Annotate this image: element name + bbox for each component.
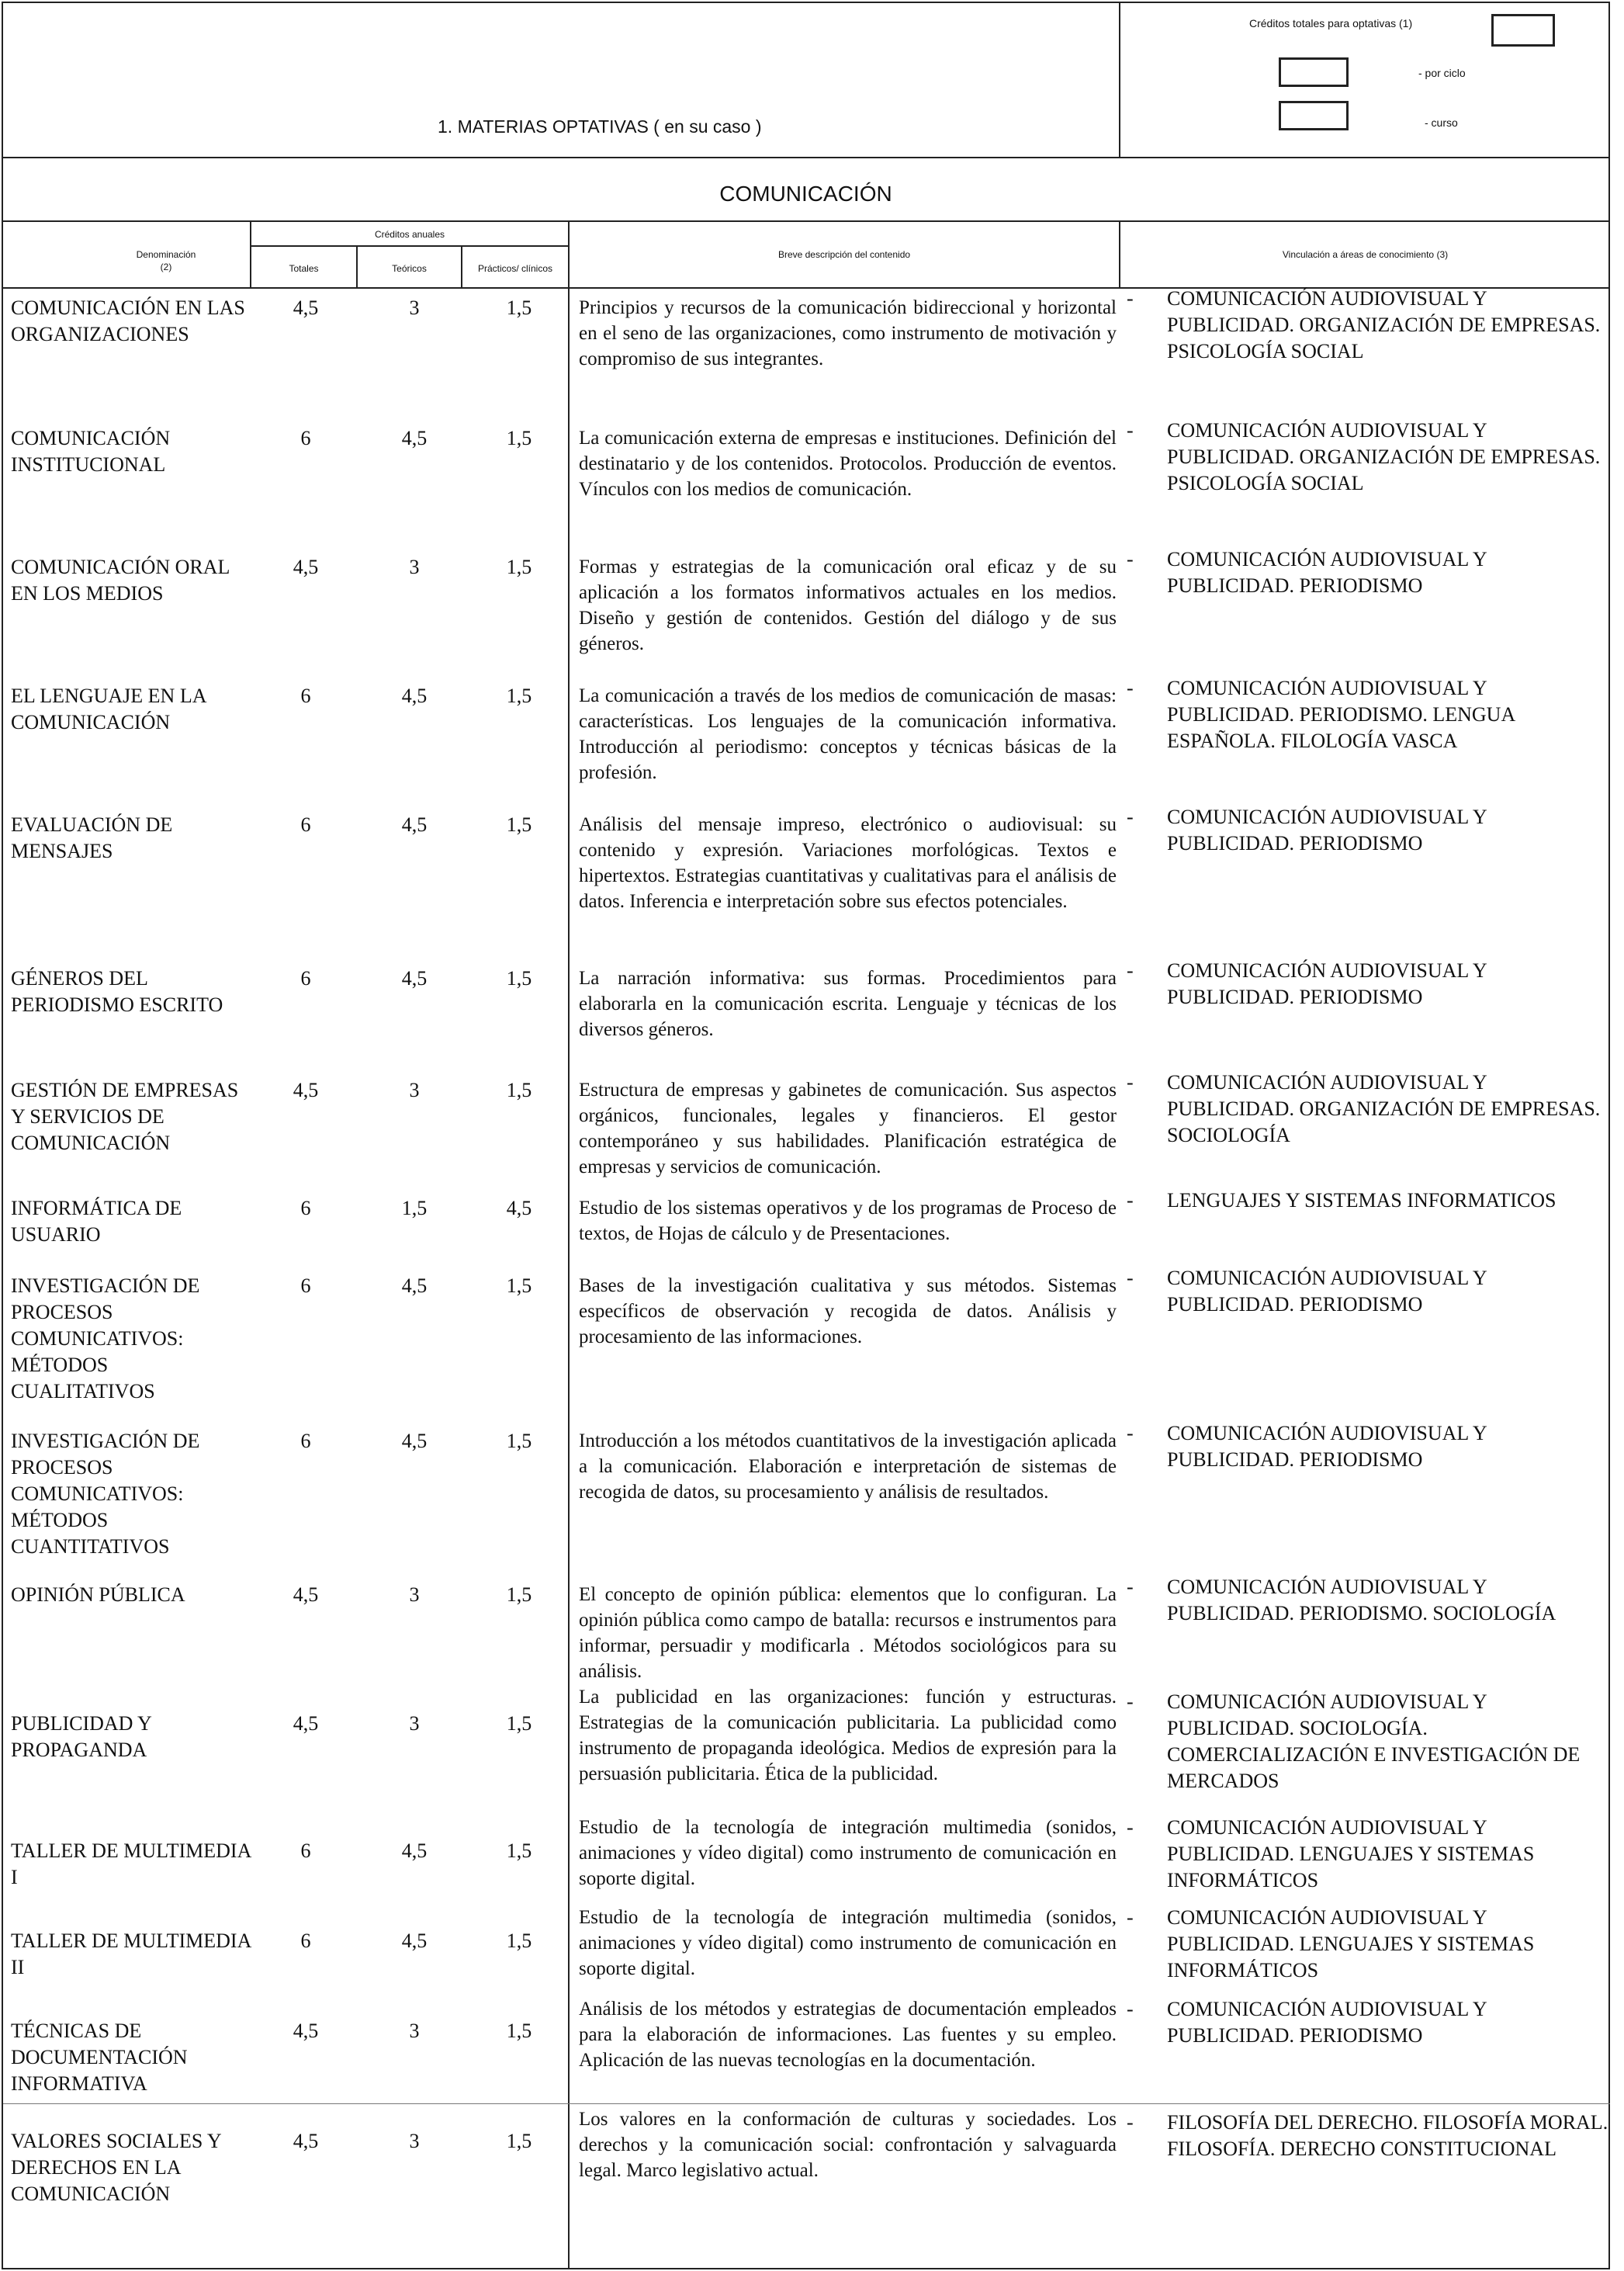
row-dash: - bbox=[1127, 677, 1134, 699]
header-denominacion-note: (2) bbox=[160, 262, 172, 272]
row-teoricos: 4,5 bbox=[401, 1929, 428, 1952]
row-denominacion: TÉCNICAS DE DOCUMENTACIÓN INFORMATIVA bbox=[11, 2020, 188, 2095]
row-teoricos: 3 bbox=[409, 1712, 420, 1735]
row-teoricos: 4,5 bbox=[401, 685, 428, 707]
row-denominacion: TALLER DE MULTIMEDIA II bbox=[11, 1929, 251, 1978]
row-practicos: 1,5 bbox=[506, 685, 532, 707]
row-practicos: 4,5 bbox=[506, 1197, 532, 1219]
row-teoricos: 3 bbox=[409, 2130, 420, 2152]
row-denominacion: VALORES SOCIALES Y DERECHOS EN LA COMUNICACIÓN bbox=[11, 2130, 221, 2205]
row-descripcion: Análisis del mensaje impreso, electrónico o audiovisual: su contenido y expresión. Variaciones morfológicas. Textos e hipertextos. Estrategias cuantitativas y cualitativas para el análisis de datos. Inferencia e interpretación sobre sus efectos potenciales. bbox=[579, 814, 1117, 912]
row-dash: - bbox=[1127, 1998, 1134, 2020]
row-dash: - bbox=[1127, 1816, 1134, 1839]
row-totales: 6 bbox=[300, 1929, 311, 1952]
col-separator-credits bbox=[568, 222, 570, 2269]
row-practicos: 1,5 bbox=[506, 296, 532, 319]
row-totales: 6 bbox=[300, 427, 311, 449]
row-descripcion: La comunicación externa de empresas e instituciones. Definición del destinatario y de los contenidos. Protocolos. Producción de eventos. Vínculos con los medios de comunicación. bbox=[579, 428, 1117, 500]
row-teoricos: 4,5 bbox=[401, 967, 428, 990]
row-vinculacion: COMUNICACIÓN AUDIOVISUAL Y PUBLICIDAD. ORGANIZACIÓN DE EMPRESAS. PSICOLOGÍA SOCIAL bbox=[1167, 419, 1601, 494]
subjects-table bbox=[2, 222, 1610, 2269]
row-denominacion: EVALUACIÓN DE MENSAJES bbox=[11, 813, 173, 862]
row-totales: 6 bbox=[300, 1197, 311, 1219]
row-totales: 4,5 bbox=[293, 2130, 319, 2152]
header-title: 1. MATERIAS OPTATIVAS ( en su caso ) bbox=[438, 116, 762, 137]
row-vinculacion: COMUNICACIÓN AUDIOVISUAL Y PUBLICIDAD. LENGUAJES Y SISTEMAS INFORMÁTICOS bbox=[1167, 1906, 1535, 1981]
row-vinculacion: COMUNICACIÓN AUDIOVISUAL Y PUBLICIDAD. SOCIOLOGÍA. COMERCIALIZACIÓN E INVESTIGACIÓN DE MERCADOS bbox=[1167, 1690, 1581, 1792]
row-vinculacion: COMUNICACIÓN AUDIOVISUAL Y PUBLICIDAD. PERIODISMO bbox=[1167, 959, 1487, 1008]
row-descripcion: La comunicación a través de los medios de comunicación de masas: características. Los lenguajes de la comunicación informativa. Introducción al periodismo: conceptos y técnicas básicas de la profesión. bbox=[579, 685, 1117, 783]
row-practicos: 1,5 bbox=[506, 813, 532, 836]
row-descripcion: Estudio de los sistemas operativos y de los programas de Proceso de textos, de Hojas de cálculo y de Presentaciones. bbox=[579, 1198, 1117, 1244]
creditos-totales-box bbox=[1491, 14, 1555, 47]
row-teoricos: 3 bbox=[409, 1079, 420, 1101]
row-descripcion: Estudio de la tecnología de integración multimedia (sonidos, animaciones y vídeo digital) como instrumento de comunicación en soporte digital. bbox=[579, 1907, 1117, 1979]
row-denominacion: GESTIÓN DE EMPRESAS Y SERVICIOS DE COMUNICACIÓN bbox=[11, 1079, 239, 1154]
row-dash: - bbox=[1127, 1906, 1134, 1929]
row-practicos: 1,5 bbox=[506, 1929, 532, 1952]
row-teoricos: 3 bbox=[409, 556, 420, 578]
row-dash: - bbox=[1127, 1189, 1134, 1212]
row-totales: 6 bbox=[300, 1430, 311, 1452]
curso-box bbox=[1279, 101, 1349, 130]
row-teoricos: 3 bbox=[409, 1583, 420, 1606]
row-totales: 4,5 bbox=[293, 296, 319, 319]
row-descripcion: Análisis de los métodos y estrategias de documentación empleados para la elaboración de informaciones. Las fuentes y su empleo. Aplicación de las nuevas tecnologías en la documentación. bbox=[579, 1999, 1117, 2071]
section-title: COMUNICACIÓN bbox=[719, 182, 892, 206]
row-dash: - bbox=[1127, 1422, 1134, 1444]
row-denominacion: INFORMÁTICA DE USUARIO bbox=[11, 1197, 182, 1246]
row-practicos: 1,5 bbox=[506, 1839, 532, 1862]
row-denominacion: COMUNICACIÓN EN LAS ORGANIZACIONES bbox=[11, 296, 245, 345]
row-dash: - bbox=[1127, 1576, 1134, 1598]
row-descripcion: La narración informativa: sus formas. Procedimientos para elaborarla en la comunicación escrita. Lenguaje y técnicas de los diversos géneros. bbox=[579, 968, 1117, 1040]
curso-label: - curso bbox=[1425, 116, 1458, 129]
row-descripcion: Estructura de empresas y gabinetes de comunicación. Sus aspectos orgánicos, funcionales, legales y financieros. El gestor contemporáneo y sus habilidades. Planificación estratégica de empresas y servicios de comunicación. bbox=[579, 1080, 1117, 1177]
row-descripcion: Estudio de la tecnología de integración multimedia (sonidos, animaciones y vídeo digital) como instrumento de comunicación en soporte digital. bbox=[579, 1817, 1117, 1889]
row-vinculacion: COMUNICACIÓN AUDIOVISUAL Y PUBLICIDAD. ORGANIZACIÓN DE EMPRESAS. SOCIOLOGÍA bbox=[1167, 1071, 1601, 1146]
row-practicos: 1,5 bbox=[506, 556, 532, 578]
row-totales: 4,5 bbox=[293, 556, 319, 578]
row-vinculacion: COMUNICACIÓN AUDIOVISUAL Y PUBLICIDAD. PERIODISMO. LENGUA ESPAÑOLA. FILOLOGÍA VASCA bbox=[1167, 677, 1515, 752]
row-descripcion: Formas y estrategias de la comunicación oral eficaz y de su aplicación a los formatos informativos actuales en los medios. Diseño y gestión de contenidos. Gestión del diálogo y de sus géneros. bbox=[579, 556, 1117, 654]
row-practicos: 1,5 bbox=[506, 2020, 532, 2042]
row-dash: - bbox=[1127, 806, 1134, 828]
row-totales: 4,5 bbox=[293, 1583, 319, 1606]
row-denominacion: GÉNEROS DEL PERIODISMO ESCRITO bbox=[11, 967, 223, 1016]
row-vinculacion: COMUNICACIÓN AUDIOVISUAL Y PUBLICIDAD. PERIODISMO. SOCIOLOGÍA bbox=[1167, 1576, 1556, 1624]
section-header bbox=[2, 158, 1610, 222]
row-vinculacion: COMUNICACIÓN AUDIOVISUAL Y PUBLICIDAD. LENGUAJES Y SISTEMAS INFORMÁTICOS bbox=[1167, 1816, 1535, 1891]
creditos-totales-label: Créditos totales para optativas (1) bbox=[1249, 17, 1413, 29]
row-vinculacion: COMUNICACIÓN AUDIOVISUAL Y PUBLICIDAD. PERIODISMO bbox=[1167, 1267, 1487, 1316]
row-practicos: 1,5 bbox=[506, 1079, 532, 1101]
row-descripcion: Introducción a los métodos cuantitativos de la investigación aplicada a la comunicación. Elaboración e interpretación de sistemas de recogida de datos, su procesamiento y análisis de resultados. bbox=[579, 1430, 1117, 1503]
header-vinculacion: Vinculación a áreas de conocimiento (3) bbox=[1282, 249, 1449, 260]
header-teoricos: Teóricos bbox=[392, 263, 427, 274]
row-totales: 6 bbox=[300, 967, 311, 990]
row-denominacion: COMUNICACIÓN ORAL EN LOS MEDIOS bbox=[11, 556, 230, 605]
por-ciclo-label: - por ciclo bbox=[1418, 67, 1466, 79]
header-box bbox=[2, 2, 1610, 158]
header-practicos: Prácticos/ clínicos bbox=[477, 263, 553, 274]
last-row-separator bbox=[3, 2103, 1610, 2104]
row-teoricos: 3 bbox=[409, 2020, 420, 2042]
row-practicos: 1,5 bbox=[506, 1583, 532, 1606]
row-vinculacion: FILOSOFÍA DEL DERECHO. FILOSOFÍA MORAL. FILOSOFÍA. DERECHO CONSTITUCIONAL bbox=[1167, 2111, 1608, 2160]
row-vinculacion: COMUNICACIÓN AUDIOVISUAL Y PUBLICIDAD. PERIODISMO bbox=[1167, 1998, 1487, 2047]
row-vinculacion: LENGUAJES Y SISTEMAS INFORMATICOS bbox=[1167, 1189, 1556, 1212]
row-dash: - bbox=[1127, 1690, 1134, 1713]
header-denominacion bbox=[119, 248, 213, 273]
row-practicos: 1,5 bbox=[506, 967, 532, 990]
credits-subheader-line bbox=[250, 245, 570, 247]
row-totales: 6 bbox=[300, 685, 311, 707]
row-denominacion: PUBLICIDAD Y PROPAGANDA bbox=[11, 1712, 151, 1761]
row-dash: - bbox=[1127, 548, 1134, 570]
row-totales: 4,5 bbox=[293, 2020, 319, 2042]
header-creditos-anuales: Créditos anuales bbox=[374, 229, 445, 240]
header-denominacion-text: Denominación bbox=[136, 249, 196, 260]
row-denominacion: COMUNICACIÓN INSTITUCIONAL bbox=[11, 427, 171, 476]
row-teoricos: 4,5 bbox=[401, 1839, 428, 1862]
row-descripcion: Principios y recursos de la comunicación bidireccional y horizontal en el seno de las organizaciones, como instrumento de motivación y compromiso de sus integrantes. bbox=[579, 297, 1117, 369]
row-totales: 6 bbox=[300, 813, 311, 836]
header-divider bbox=[1119, 3, 1120, 158]
row-totales: 6 bbox=[300, 1274, 311, 1297]
row-vinculacion: COMUNICACIÓN AUDIOVISUAL Y PUBLICIDAD. ORGANIZACIÓN DE EMPRESAS. PSICOLOGÍA SOCIAL bbox=[1167, 287, 1601, 362]
row-descripcion: Bases de la investigación cualitativa y sus métodos. Sistemas específicos de observación y recogida de datos. Análisis y procesamiento de las informaciones. bbox=[579, 1275, 1117, 1347]
row-dash: - bbox=[1127, 287, 1134, 310]
row-teoricos: 3 bbox=[409, 296, 420, 319]
row-denominacion: INVESTIGACIÓN DE PROCESOS COMUNICATIVOS: MÉTODOS CUANTITATIVOS bbox=[11, 1430, 200, 1558]
row-practicos: 1,5 bbox=[506, 427, 532, 449]
row-totales: 4,5 bbox=[293, 1712, 319, 1735]
row-teoricos: 4,5 bbox=[401, 1274, 428, 1297]
row-dash: - bbox=[1127, 419, 1134, 442]
row-denominacion: TALLER DE MULTIMEDIA I bbox=[11, 1839, 251, 1888]
row-teoricos: 4,5 bbox=[401, 813, 428, 836]
row-practicos: 1,5 bbox=[506, 1712, 532, 1735]
por-ciclo-box bbox=[1279, 57, 1349, 87]
header-descripcion: Breve descripción del contenido bbox=[777, 249, 911, 260]
header-totales: Totales bbox=[289, 263, 319, 274]
row-dash: - bbox=[1127, 959, 1134, 982]
row-totales: 4,5 bbox=[293, 1079, 319, 1101]
row-practicos: 1,5 bbox=[506, 1274, 532, 1297]
row-teoricos: 4,5 bbox=[401, 1430, 428, 1452]
row-teoricos: 4,5 bbox=[401, 427, 428, 449]
row-denominacion: EL LENGUAJE EN LA COMUNICACIÓN bbox=[11, 685, 206, 733]
row-descripcion: El concepto de opinión pública: elementos que lo configuran. La opinión pública como campo de batalla: recursos e instrumentos para informar, persuadir y modificarla . Métodos sociológicos para su análisis. bbox=[579, 1584, 1117, 1682]
row-vinculacion: COMUNICACIÓN AUDIOVISUAL Y PUBLICIDAD. PERIODISMO bbox=[1167, 548, 1487, 597]
row-practicos: 1,5 bbox=[506, 1430, 532, 1452]
row-totales: 6 bbox=[300, 1839, 311, 1862]
row-dash: - bbox=[1127, 1267, 1134, 1289]
row-denominacion: INVESTIGACIÓN DE PROCESOS COMUNICATIVOS: MÉTODOS CUALITATIVOS bbox=[11, 1274, 200, 1402]
row-descripcion: La publicidad en las organizaciones: función y estructuras. Estrategias de la comunicación publicitaria. La publicidad como instrumento de propaganda ideológica. Medios de expresión para la persuasión publicitaria. Ética de la publicidad. bbox=[579, 1687, 1117, 1784]
row-vinculacion: COMUNICACIÓN AUDIOVISUAL Y PUBLICIDAD. PERIODISMO bbox=[1167, 806, 1487, 855]
row-dash: - bbox=[1127, 1071, 1134, 1094]
row-vinculacion: COMUNICACIÓN AUDIOVISUAL Y PUBLICIDAD. PERIODISMO bbox=[1167, 1422, 1487, 1471]
row-descripcion: Los valores en la conformación de culturas y sociedades. Los derechos y la comunicación social: confrontación y salvaguarda legal. Marco legislativo actual. bbox=[579, 2109, 1117, 2181]
row-denominacion: OPINIÓN PÚBLICA bbox=[11, 1583, 185, 1606]
row-dash: - bbox=[1127, 2111, 1134, 2134]
row-teoricos: 1,5 bbox=[401, 1197, 428, 1219]
row-practicos: 1,5 bbox=[506, 2130, 532, 2152]
